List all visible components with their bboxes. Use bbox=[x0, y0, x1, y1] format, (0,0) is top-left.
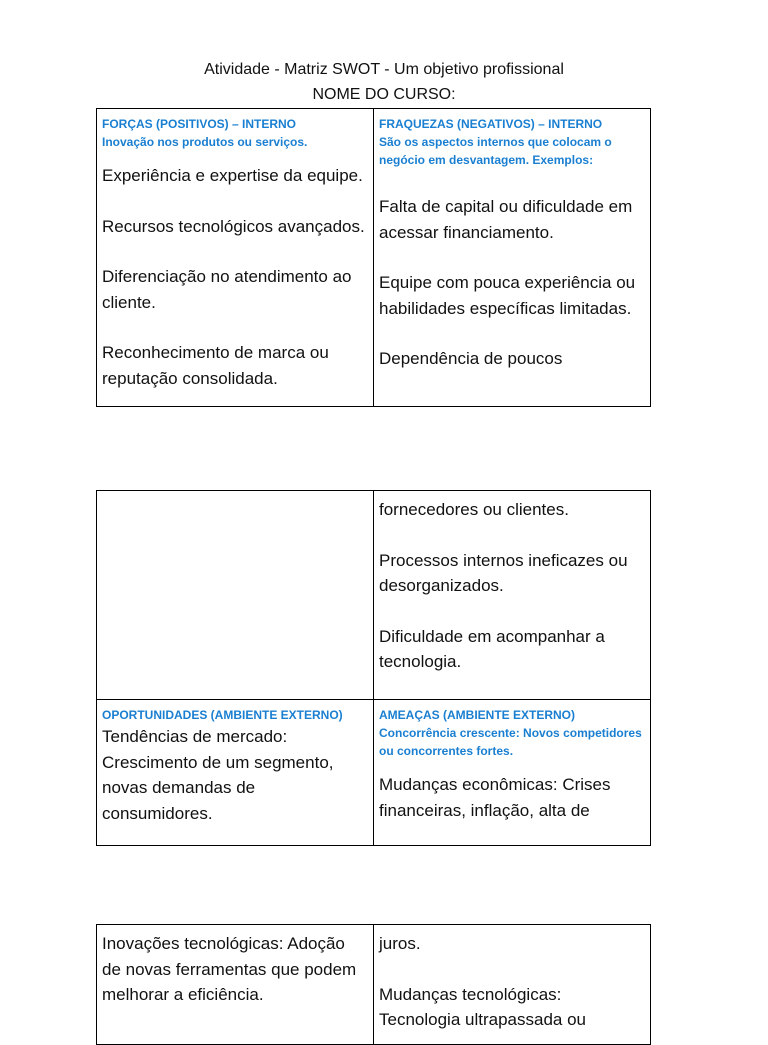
swot-table-page-3 bbox=[96, 924, 651, 1045]
weaknesses-heading: FRAQUEZAS (NEGATIVOS) – INTERNO bbox=[379, 117, 603, 131]
strengths-heading: FORÇAS (POSITIVOS) – INTERNO bbox=[102, 117, 297, 131]
threats-cell bbox=[374, 700, 651, 846]
weaknesses-item: Dificuldade em acompanhar a tecnologia. bbox=[379, 626, 605, 671]
weaknesses-subheading: São os aspectos internos que colocam o negócio em desvantagem. Exemplos: bbox=[379, 135, 612, 167]
weaknesses-cell bbox=[374, 109, 651, 407]
weaknesses-cell-continued bbox=[374, 491, 651, 700]
course-name-label: NOME DO CURSO: bbox=[312, 86, 456, 103]
threats-cell-continued bbox=[374, 925, 651, 1045]
document-title: Atividade - Matriz SWOT - Um objetivo profissional bbox=[204, 61, 564, 78]
opportunities-cell bbox=[97, 700, 374, 846]
threats-subheading: Concorrência crescente: Novos competidores ou concorrentes fortes. bbox=[379, 726, 642, 758]
threats-item: Mudanças econômicas: Crises financeiras, inflação, alta de bbox=[379, 775, 611, 820]
threats-item: juros. bbox=[379, 934, 421, 953]
swot-table-page-1 bbox=[96, 108, 651, 407]
strengths-cell-continued bbox=[97, 491, 374, 700]
strengths-item: Diferenciação no atendimento ao cliente. bbox=[102, 267, 352, 312]
weaknesses-item: Processos internos ineficazes ou desorganizados. bbox=[379, 550, 628, 595]
weaknesses-item: Equipe com pouca experiência ou habilidades específicas limitadas. bbox=[379, 273, 636, 318]
threats-item: Mudanças tecnológicas: Tecnologia ultrapassada ou bbox=[379, 984, 586, 1029]
strengths-item: Experiência e expertise da equipe. bbox=[102, 166, 363, 185]
strengths-item: Recursos tecnológicos avançados. bbox=[102, 216, 365, 236]
opportunities-item: Inovações tecnológicas: Adoção de novas ferramentas que podem melhorar a eficiência. bbox=[102, 934, 357, 1004]
opportunities-heading: OPORTUNIDADES (AMBIENTE EXTERNO) bbox=[102, 708, 343, 722]
opportunities-cell-continued bbox=[97, 925, 374, 1045]
threats-heading: AMEAÇAS (AMBIENTE EXTERNO) bbox=[379, 708, 576, 722]
swot-table-page-2 bbox=[96, 490, 651, 846]
weaknesses-item: fornecedores ou clientes. bbox=[379, 500, 569, 519]
strengths-item: Reconhecimento de marca ou reputação consolidada. bbox=[102, 343, 329, 388]
weaknesses-item: Falta de capital ou dificuldade em acessar financiamento. bbox=[379, 197, 633, 242]
weaknesses-item: Dependência de poucos bbox=[379, 349, 563, 368]
opportunities-item: Tendências de mercado: Crescimento de um segmento, novas demandas de consumidores. bbox=[102, 727, 334, 823]
strengths-cell bbox=[97, 109, 374, 407]
strengths-subheading: Inovação nos produtos ou serviços. bbox=[102, 135, 308, 149]
